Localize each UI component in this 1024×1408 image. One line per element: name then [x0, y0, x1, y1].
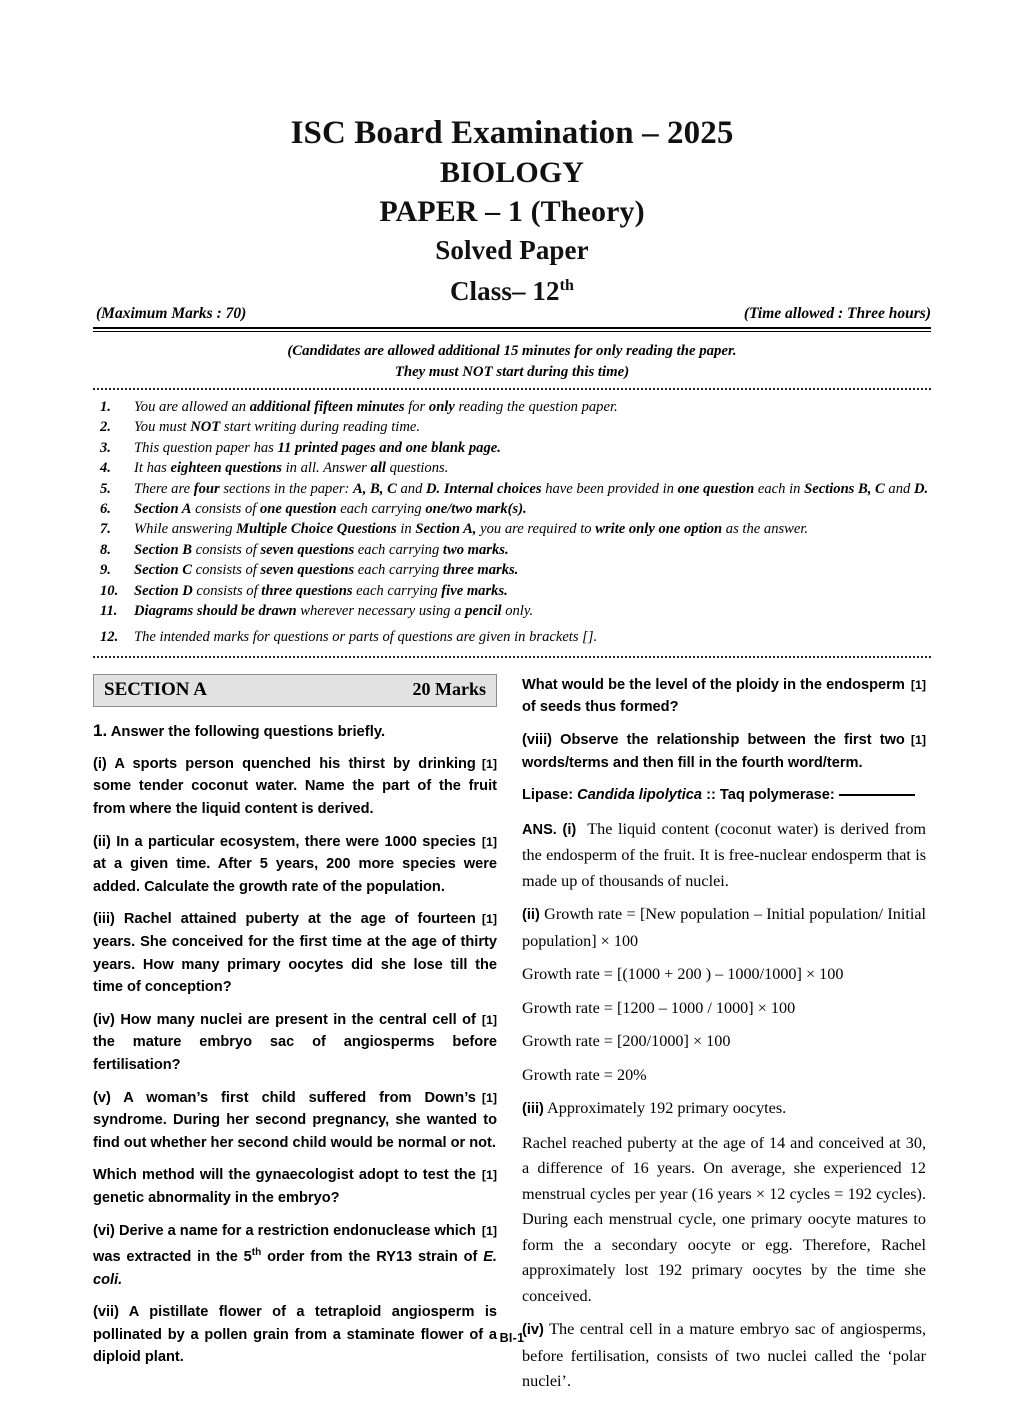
- answer-list: [522, 817, 926, 1395]
- maximum-marks: (Maximum Marks : 70): [96, 305, 247, 322]
- question-1-number: 1.: [93, 720, 108, 740]
- question-part-i: [1] (i) A sports person quenched his thirst by drinking some tender coconut water. Name the part of the fruit from where the liquid content is derived.: [93, 753, 497, 821]
- instruction-item: [100, 560, 931, 580]
- question-part-vii2: [1] What would be the level of the ploidy in the endosperm of seeds thus formed?: [522, 674, 926, 719]
- question-mark-value: [1]: [481, 756, 497, 771]
- answer-ans-ii: (ii) Growth rate = [New population – Initial population/ Initial population] × 100: [522, 905, 926, 950]
- question-mark-value: [1]: [481, 1168, 497, 1183]
- instruction-text: You must NOT start writing during reading time.: [134, 419, 420, 436]
- question-part-v: [1] (v) A woman’s first child suffered from Down’s syndrome. During her second pregnancy, she wanted to find out whether her second child would be normal or not.: [93, 1087, 497, 1155]
- answer-blank-line: [839, 794, 915, 796]
- body-columns: [93, 674, 931, 1403]
- time-allowed: (Time allowed : Three hours): [743, 305, 931, 322]
- question-1-heading: [93, 720, 497, 743]
- answer-ans-iv: (iv) The central cell in a mature embryo sac of angiosperms, before fertilisation, consists of two nuclei called the ‘polar nuclei’.: [522, 1320, 926, 1391]
- class-text: Class– 12: [449, 276, 560, 306]
- instruction-text: Section A consists of one question each carrying one/two mark(s).: [134, 501, 527, 518]
- subject-title: BIOLOGY: [439, 156, 585, 189]
- instruction-item: [100, 397, 931, 417]
- page-header: [0, 0, 1024, 309]
- question-mark-value: [1]: [910, 733, 926, 748]
- instruction-number: 4.: [100, 460, 111, 477]
- answer-ans-iii-2: Rachel reached puberty at the age of 14 and conceived at 30, a difference of 16 years. On average, she experienced 12 menstrual cycles per year (16 years × 12 cycles = 192 cycles). During each menstrual cycle, one primary oocyte matures to form the a secondary oocyte or egg. Therefore, Rachel approximately lost 192 primary oocytes by the time she conceived.: [522, 1133, 926, 1305]
- instruction-text: Section C consists of seven questions each carrying three marks.: [134, 562, 519, 579]
- instruction-number: 9.: [100, 562, 111, 579]
- instructions-bottom-divider: [93, 656, 931, 658]
- instruction-text: This question paper has 11 printed pages and one blank page.: [134, 439, 501, 456]
- instruction-item: [100, 499, 931, 519]
- solved-paper-label: Solved Paper: [435, 235, 589, 265]
- instruction-item: [100, 581, 931, 601]
- question-part-ii: [1] (ii) In a particular ecosystem, there were 1000 species at a given time. After 5 years, 200 more species were added. Calculate the growth rate of the population.: [93, 831, 497, 899]
- answer-calc-3: Growth rate = [200/1000] × 100: [522, 1032, 731, 1051]
- instruction-text: The intended marks for questions or parts of questions are given in brackets [].: [134, 629, 598, 646]
- paper-title: PAPER – 1 (Theory): [379, 195, 645, 228]
- answer-ans-iii: (iii) Approximately 192 primary oocytes.: [522, 1099, 787, 1118]
- reading-note-line-2: They must NOT start during this time): [394, 364, 630, 380]
- section-a-marks: 20 Marks: [412, 679, 486, 700]
- question-part-v2: [1] Which method will the gynaecologist adopt to test the genetic abnormality in the embryo?: [93, 1164, 497, 1209]
- instruction-number: 12.: [100, 629, 119, 646]
- page-number-label: BI-1: [499, 1331, 525, 1345]
- answer-calc-1: Growth rate = [(1000 + 200 ) – 1000/1000] × 100: [522, 965, 844, 984]
- instruction-text: Diagrams should be drawn wherever necessary using a pencil only.: [134, 603, 534, 620]
- question-mark-value: [1]: [481, 1223, 497, 1238]
- instruction-number: 1.: [100, 399, 111, 415]
- instruction-item: [100, 417, 931, 437]
- instruction-text: There are four sections in the paper: A, B, C and D. Internal choices have been provided in one question each in Sections B, C and D.: [134, 480, 929, 497]
- question-mark-value: [1]: [481, 1012, 497, 1027]
- answer-calc-4: Growth rate = 20%: [522, 1065, 647, 1084]
- section-a-label: SECTION A: [104, 678, 207, 700]
- question-mark-value: [1]: [481, 912, 497, 927]
- instruction-text: Section B consists of seven questions each carrying two marks.: [134, 541, 509, 558]
- question-list-left: [93, 753, 497, 1369]
- instruction-number: 5.: [100, 480, 111, 497]
- question-part-viii2: Lipase: Candida lipolytica :: Taq polymerase:: [522, 784, 926, 807]
- question-1-text: Answer the following questions briefly.: [110, 723, 386, 740]
- instruction-text: You are allowed an additional fifteen minutes for only reading the question paper.: [134, 399, 618, 415]
- class-label: [0, 268, 1024, 309]
- instruction-item: [100, 438, 931, 458]
- instruction-item: [100, 540, 931, 560]
- instruction-item: [100, 458, 931, 478]
- instruction-number: 8.: [100, 541, 111, 558]
- question-part-iii: [1] (iii) Rachel attained puberty at the age of fourteen years. She conceived for the first time at the age of thirty years. How many primary oocytes did she lose till the time of conception?: [93, 908, 497, 998]
- instruction-number: 7.: [100, 521, 111, 538]
- answer-ans-i: ANS. (i) The liquid content (coconut water) is derived from the endosperm of the fruit. It is free-nuclear endosperm that is made up of thousands of nuclei.: [522, 819, 927, 890]
- instruction-item: [100, 479, 931, 499]
- instruction-item: [100, 519, 931, 539]
- reading-time-note: [120, 341, 904, 383]
- instruction-number: 2.: [100, 419, 111, 436]
- question-mark-value: [1]: [910, 677, 926, 692]
- reading-note-line-1: (Candidates are allowed additional 15 minutes for only reading the paper.: [287, 343, 737, 359]
- section-a-bar: [93, 674, 497, 707]
- question-part-viii: [1] (viii) Observe the relationship between the first two words/terms and then fill in the fourth word/term.: [522, 729, 926, 774]
- question-part-vi: [1] (vi) Derive a name for a restriction endonuclease which was extracted in the 5th order from the RY13 strain of E. coli.: [93, 1220, 497, 1292]
- right-column: [522, 674, 926, 1403]
- exam-title: ISC Board Examination – 2025: [290, 115, 734, 151]
- question-part-vii: (vii) A pistillate flower of a tetraploid angiosperm is pollinated by a pollen grain from a staminate flower of a diploid plant.: [93, 1304, 497, 1366]
- instruction-number: 10.: [100, 582, 119, 599]
- question-part-iv: [1] (iv) How many nuclei are present in the central cell of the mature embryo sac of angiosperms before fertilisation?: [93, 1009, 497, 1077]
- header-divider-rule: [93, 327, 931, 332]
- instruction-text: While answering Multiple Choice Questions in Section A, you are required to write only one option as the answer.: [134, 521, 809, 538]
- instruction-item: [100, 601, 931, 621]
- left-column: [93, 674, 497, 1403]
- class-ordinal-suffix: th: [559, 277, 575, 294]
- instruction-number: 6.: [100, 501, 111, 518]
- question-list-right: [522, 674, 926, 807]
- question-mark-value: [1]: [481, 834, 497, 849]
- instructions-top-divider: [93, 388, 931, 390]
- instruction-text: Section D consists of three questions each carrying five marks.: [134, 582, 508, 599]
- page-footer: [0, 1331, 1024, 1345]
- instructions-list: [100, 397, 931, 648]
- instruction-text: It has eighteen questions in all. Answer all questions.: [134, 460, 449, 477]
- instruction-number: 3.: [100, 439, 111, 456]
- instruction-item: [100, 627, 931, 647]
- answer-calc-2: Growth rate = [1200 – 1000 / 1000] × 100: [522, 998, 796, 1017]
- question-mark-value: [1]: [481, 1090, 497, 1105]
- instruction-number: 11.: [100, 603, 118, 620]
